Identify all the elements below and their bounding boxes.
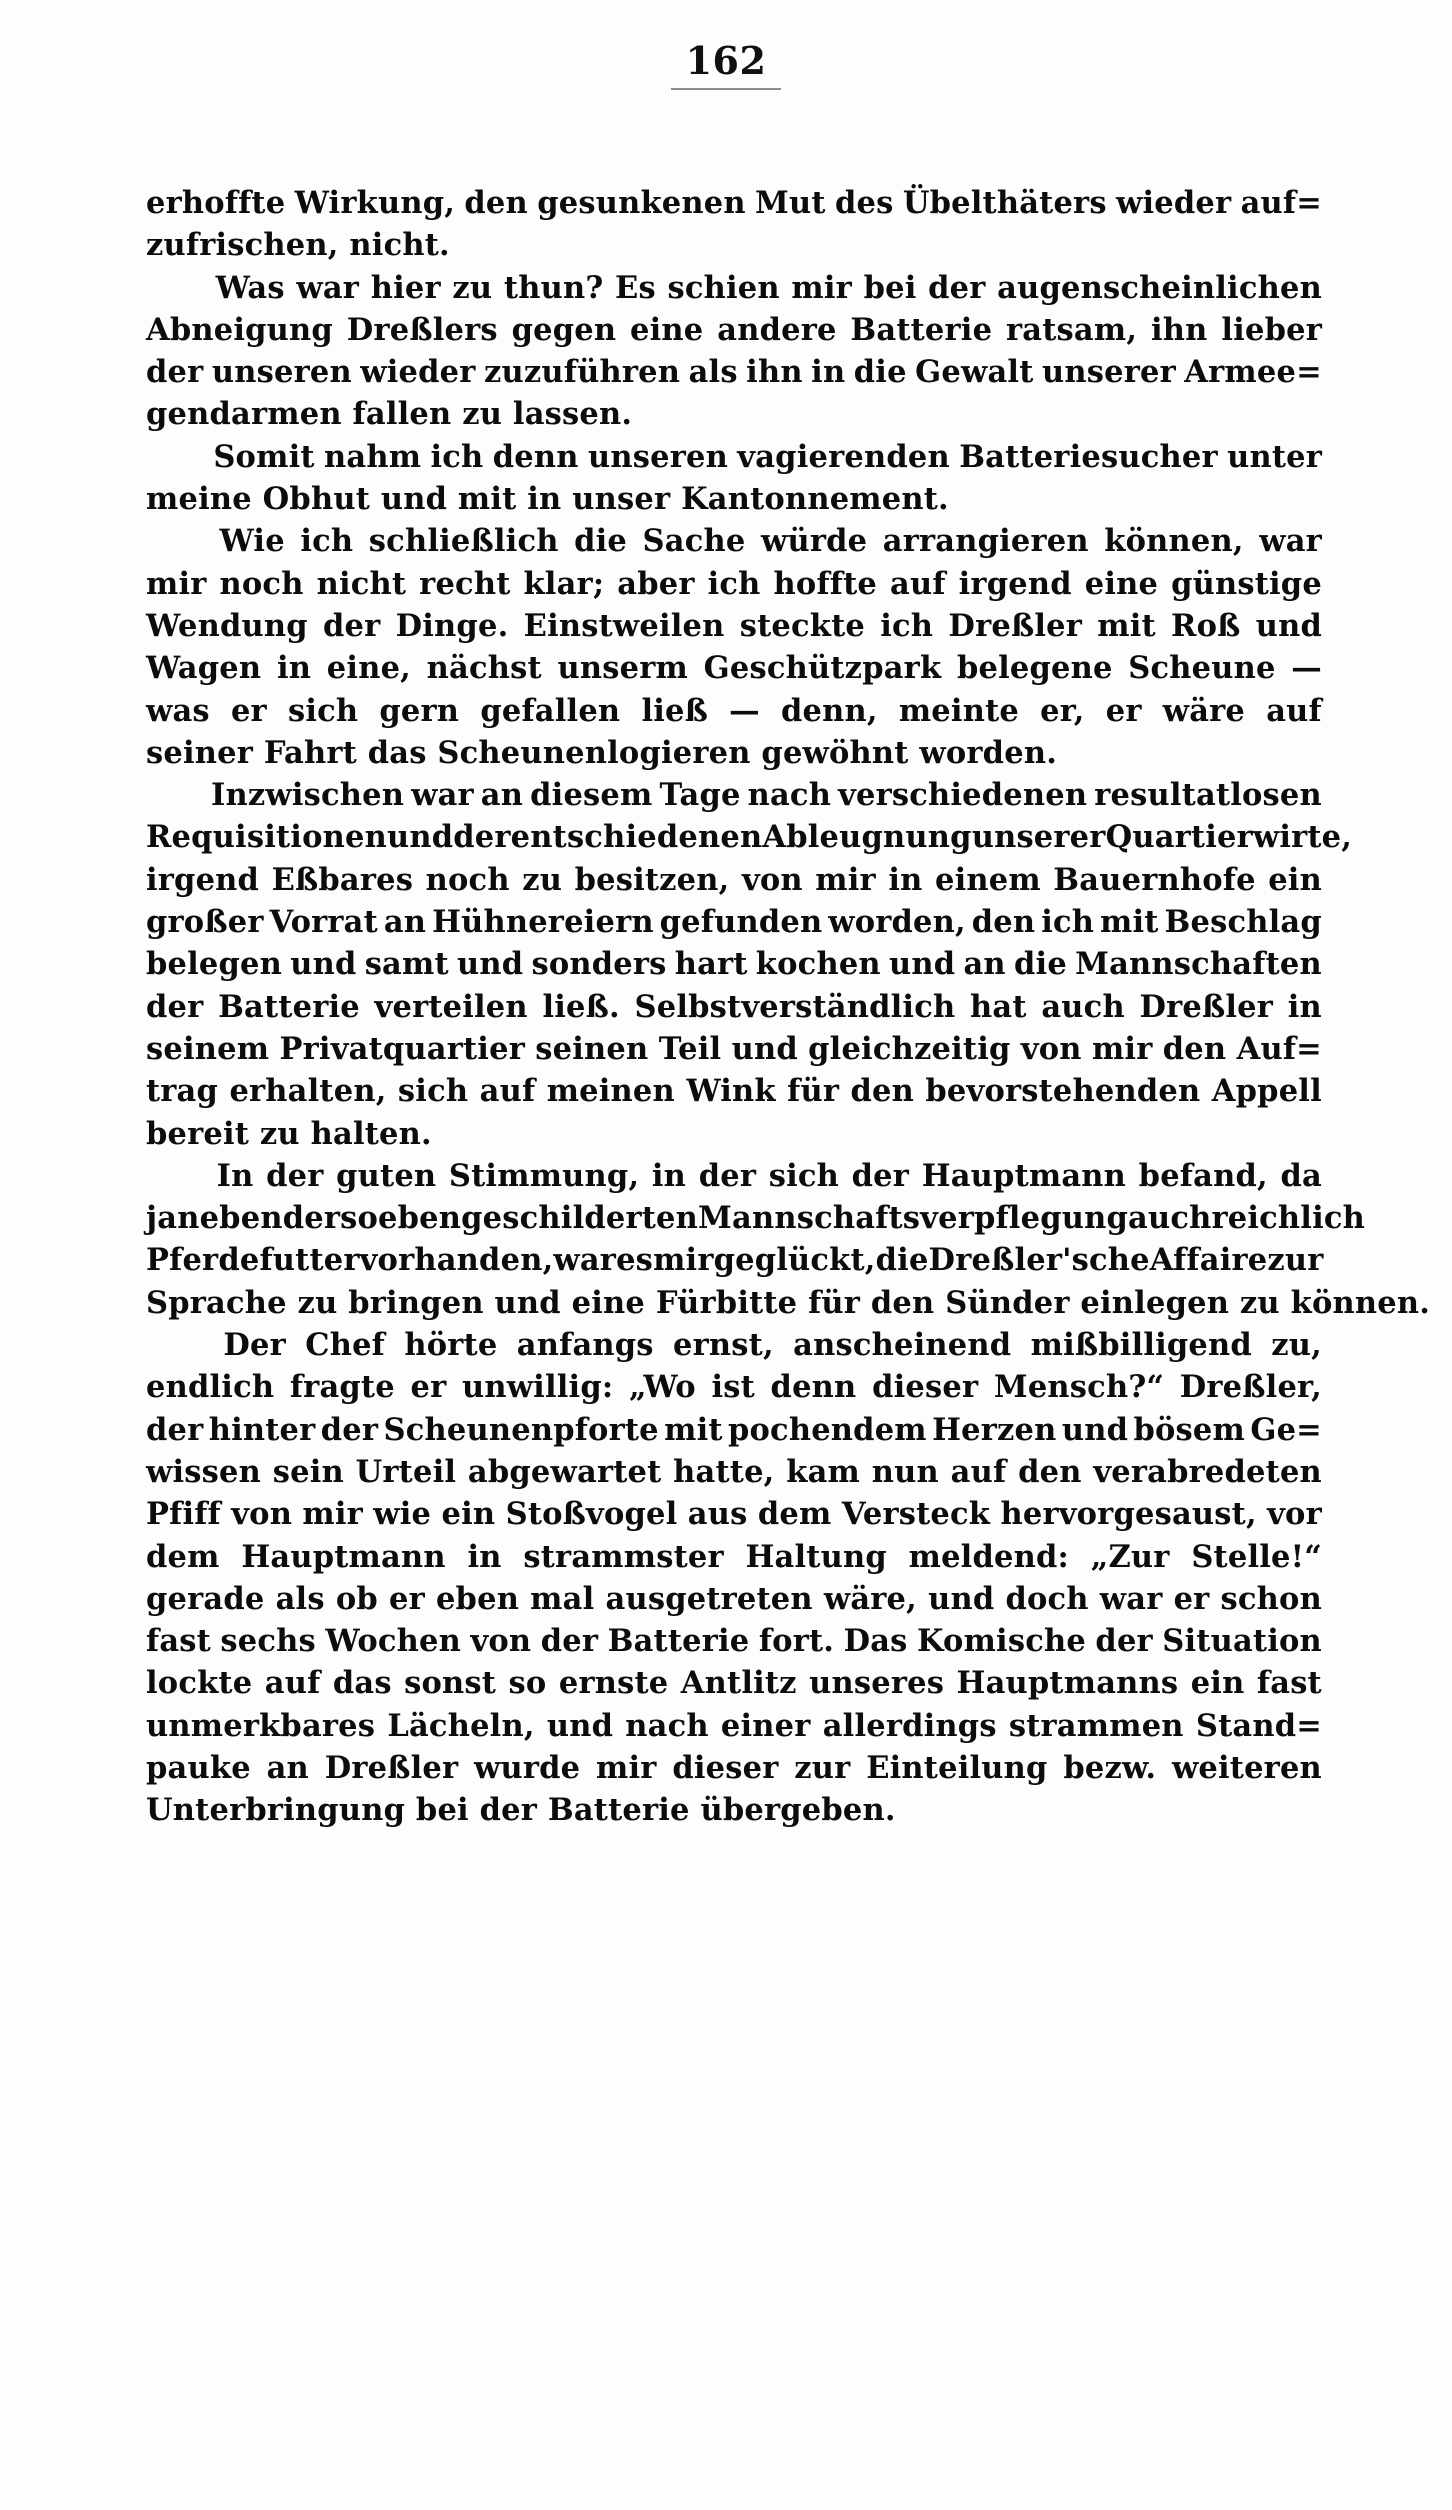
text-line: meine Obhut und mit in unser Kantonnement.	[146, 481, 949, 518]
paragraph	[146, 774, 1353, 1155]
text-line: Wagen in eine, nächst unserm Geschützpark belegene Scheune —	[146, 650, 1322, 687]
text-line: fast sechs Wochen von der Batterie fort. Das Komische der Situation	[146, 1623, 1322, 1660]
text-line: seinem Privatquartier seinen Teil und gleichzeitig von mir den Auf=	[146, 1030, 1322, 1067]
paragraph	[146, 1324, 1322, 1832]
text-line: Pferdefutter vorhanden, war es mir geglückt, die Dreßler'sche Affaire zur	[146, 1242, 1324, 1279]
text-line: Pfiff von mir wie ein Stoßvogel aus dem Versteck hervorgesaust, vor	[146, 1496, 1322, 1533]
text-line: seiner Fahrt das Scheunenlogieren gewöhnt worden.	[146, 734, 1058, 771]
text-line: Abneigung Dreßlers gegen eine andere Batterie ratsam, ihn lieber	[146, 311, 1322, 348]
text-line: großer Vorrat an Hühnereiern gefunden worden, den ich mit Beschlag	[146, 904, 1322, 941]
first-line-indent	[146, 774, 204, 816]
text-block	[146, 182, 1431, 1832]
text-line: Inzwischen war an diesem Tage nach verschiedenen resultatlosen	[146, 774, 1322, 816]
paragraph	[146, 520, 1322, 774]
text-line: Unterbringung bei der Batterie übergeben.	[146, 1792, 896, 1829]
text-line: der hinter der Scheunenpforte mit pochendem Herzen und bösem Ge=	[146, 1411, 1322, 1448]
text-line: belegen und samt und sonders hart kochen und an die Mannschaften	[146, 946, 1322, 983]
text-line: was er sich gern gefallen ließ — denn, meinte er, er wäre auf	[146, 692, 1322, 729]
text-line: Wie ich schließlich die Sache würde arrangieren können, war	[146, 520, 1322, 562]
text-line: wissen sein Urteil abgewartet hatte, kam nun auf den verabredeten	[146, 1453, 1322, 1490]
text-line: Wendung der Dinge. Einstweilen steckte ich Dreßler mit Roß und	[146, 607, 1322, 644]
first-line-indent	[146, 436, 204, 478]
text-line: bereit zu halten.	[146, 1115, 432, 1152]
text-line: In der guten Stimmung, in der sich der Hauptmann befand, da	[146, 1155, 1322, 1197]
text-line: gendarmen fallen zu lassen.	[146, 396, 633, 433]
text-line: mir noch nicht recht klar; aber ich hoffte auf irgend eine günstige	[146, 565, 1322, 602]
text-line: lockte auf das sonst so ernste Antlitz unseres Hauptmanns ein fast	[146, 1665, 1322, 1702]
text-line: irgend Eßbares noch zu besitzen, von mir in einem Bauernhofe ein	[146, 861, 1322, 898]
text-line: Was war hier zu thun? Es schien mir bei der augenscheinlichen	[146, 267, 1322, 309]
page-header	[0, 38, 1452, 83]
text-line: endlich fragte er unwillig: „Wo ist denn dieser Mensch?“ Dreßler,	[146, 1369, 1322, 1406]
text-line: unmerkbares Lächeln, und nach einer allerdings strammen Stand=	[146, 1707, 1322, 1744]
text-line: erhoffte Wirkung, den gesunkenen Mut des Übelthäters wieder auf=	[146, 185, 1322, 221]
paragraph	[146, 1155, 1431, 1324]
text-line: der Batterie verteilen ließ. Selbstverständlich hat auch Dreßler in	[146, 988, 1322, 1025]
text-line: Der Chef hörte anfangs ernst, anscheinend mißbilligend zu,	[146, 1324, 1322, 1366]
text-line: zufrischen, nicht.	[146, 227, 450, 264]
paragraph	[146, 267, 1322, 436]
first-line-indent	[146, 1324, 204, 1366]
text-line: ja neben der soeben geschilderten Mannschaftsverpflegung auch reichlich	[146, 1200, 1366, 1237]
text-line: dem Hauptmann in strammster Haltung meldend: „Zur Stelle!“	[146, 1538, 1322, 1575]
page-number: 162	[685, 38, 767, 83]
header-divider	[671, 88, 781, 90]
first-line-indent	[146, 520, 204, 562]
text-line: pauke an Dreßler wurde mir dieser zur Einteilung bezw. weiteren	[146, 1749, 1322, 1786]
paragraph	[146, 436, 1322, 521]
text-line: Requisitionen und der entschiedenen Ableugnung unserer Quartierwirte,	[146, 819, 1353, 856]
text-line: der unseren wieder zuzuführen als ihn in die Gewalt unserer Armee=	[146, 354, 1322, 391]
text-line: Sprache zu bringen und eine Fürbitte für den Sünder einlegen zu können.	[146, 1284, 1431, 1321]
paragraph	[146, 182, 1322, 267]
text-line: gerade als ob er eben mal ausgetreten wäre, und doch war er schon	[146, 1580, 1322, 1617]
text-line: trag erhalten, sich auf meinen Wink für den bevorstehenden Appell	[146, 1073, 1322, 1110]
first-line-indent	[146, 1155, 204, 1197]
text-line: Somit nahm ich denn unseren vagierenden Batteriesucher unter	[146, 436, 1322, 478]
first-line-indent	[146, 267, 204, 309]
